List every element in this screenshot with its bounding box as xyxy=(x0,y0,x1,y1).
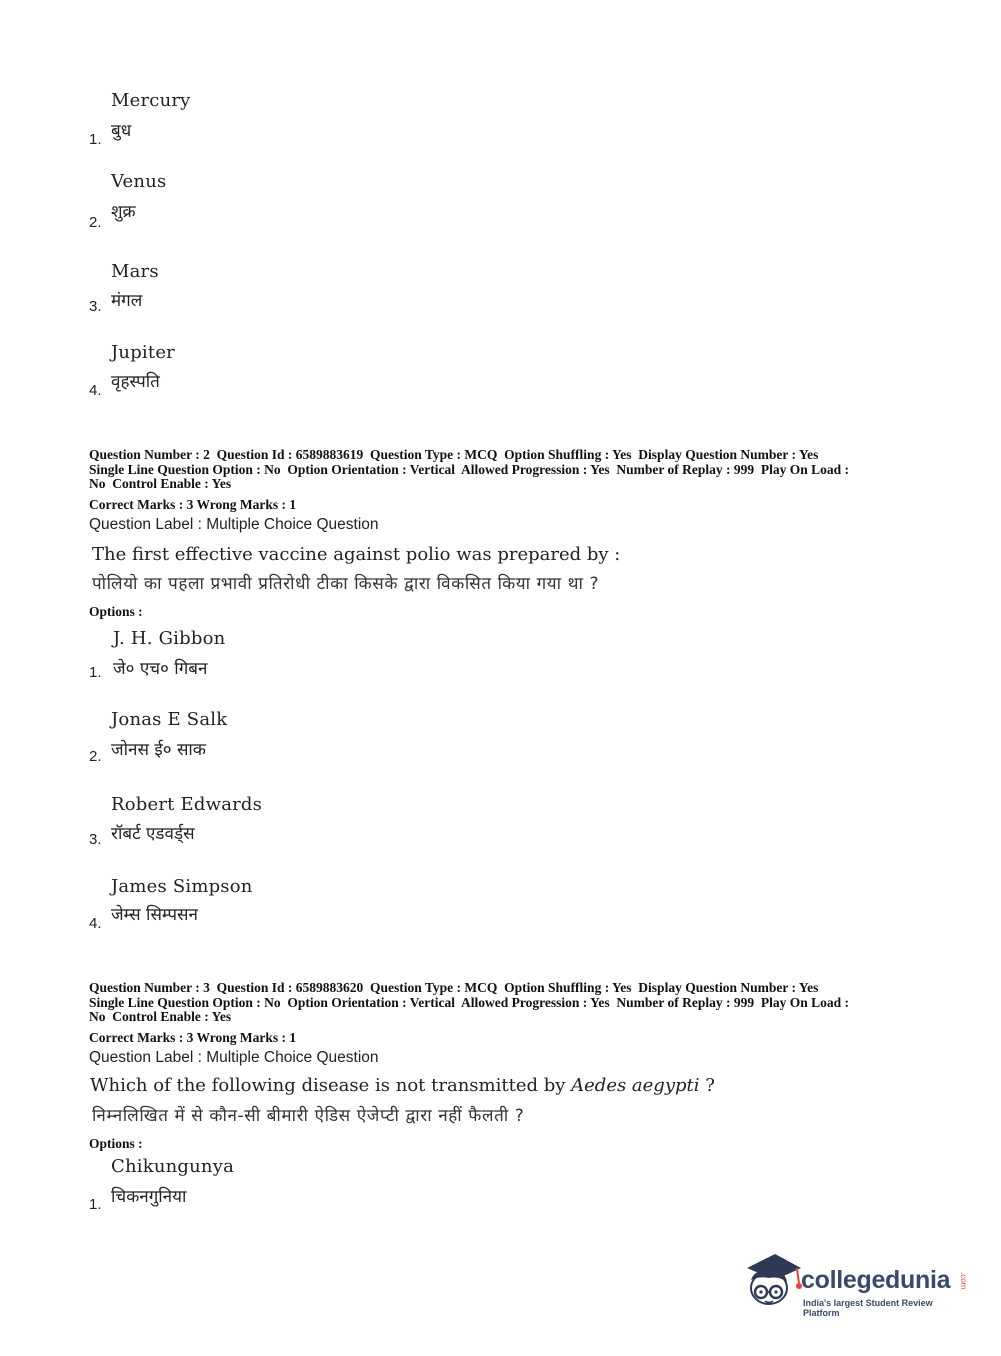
q3-meta-line-2: Single Line Question Option : No Option Orientation : Vertical Allowed Progression : Yes Number of Replay : 999 Play On Load : xyxy=(89,995,850,1010)
q2-option-1-hindi: जे० एच० गिबन xyxy=(113,659,208,679)
q3-option-1-hindi: चिकनगुनिया xyxy=(111,1187,187,1207)
q2-option-2-hindi: जोनस ई० साक xyxy=(111,740,206,760)
option-3-english: Mars xyxy=(111,261,159,282)
q3-marks: Correct Marks : 3 Wrong Marks : 1 xyxy=(89,1030,297,1045)
q3-options-heading: Options : xyxy=(89,1136,143,1151)
q2-question-label: Question Label : Multiple Choice Question xyxy=(89,516,379,533)
q2-meta-line-3: No Control Enable : Yes xyxy=(89,476,232,491)
logo-tagline: India's largest Student Review Platform xyxy=(803,1298,933,1318)
q2-option-2-number: 2. xyxy=(89,748,102,765)
q2-option-1-number: 1. xyxy=(89,664,102,681)
q2-option-4-hindi: जेम्स सिम्पसन xyxy=(111,905,198,925)
q2-meta-line-2: Single Line Question Option : No Option Orientation : Vertical Allowed Progression : Yes Number of Replay : 999 Play On Load : xyxy=(89,462,850,477)
option-4-number: 4. xyxy=(89,382,102,399)
q2-options-heading: Options : xyxy=(89,604,143,619)
q2-question-hindi: पोलियो का पहला प्रभावी प्रतिरोधी टीका किसके द्वारा विकसित किया गया था ? xyxy=(92,574,600,594)
q3-option-1-number: 1. xyxy=(89,1196,102,1213)
option-1-hindi: बुध xyxy=(111,121,132,141)
q2-option-1-english: J. H. Gibbon xyxy=(113,628,226,649)
collegedunia-logo xyxy=(741,1250,971,1318)
q3-meta-line-1: Question Number : 3 Question Id : 6589883620 Question Type : MCQ Option Shuffling : Yes Display Question Number : Yes xyxy=(89,980,819,995)
option-1-number: 1. xyxy=(89,131,102,148)
option-3-hindi: मंगल xyxy=(111,291,143,311)
q2-question-english: The first effective vaccine against polio was prepared by : xyxy=(92,544,621,565)
logo-dot-com: .com xyxy=(959,1272,968,1290)
option-4-hindi: वृहस्पति xyxy=(111,372,160,392)
option-4-english: Jupiter xyxy=(111,342,175,363)
q2-option-2-english: Jonas E Salk xyxy=(111,709,228,730)
option-2-hindi: शुक्र xyxy=(111,202,136,222)
q2-option-3-hindi: रॉबर्ट एडवर्ड्स xyxy=(111,824,195,844)
q3-question-english: Which of the following disease is not transmitted by Aedes aegypti ? xyxy=(90,1075,715,1096)
q2-option-3-number: 3. xyxy=(89,831,102,848)
q3-question-label: Question Label : Multiple Choice Question xyxy=(89,1049,379,1066)
option-2-number: 2. xyxy=(89,214,102,231)
q3-meta-line-3: No Control Enable : Yes xyxy=(89,1009,232,1024)
mascot-icon xyxy=(741,1250,803,1312)
option-1-english: Mercury xyxy=(111,90,191,111)
q2-option-4-number: 4. xyxy=(89,915,102,932)
q2-meta-line-1: Question Number : 2 Question Id : 6589883619 Question Type : MCQ Option Shuffling : Yes Display Question Number : Yes xyxy=(89,447,819,462)
logo-wordmark: collegedunia xyxy=(801,1266,951,1294)
q3-species-italic: Aedes aegypti xyxy=(571,1075,700,1096)
option-2-english: Venus xyxy=(111,171,167,192)
q2-marks: Correct Marks : 3 Wrong Marks : 1 xyxy=(89,497,297,512)
q3-option-1-english: Chikungunya xyxy=(111,1156,235,1177)
q3-question-hindi: निम्नलिखित में से कौन-सी बीमारी ऐडिस ऐजेप्टी द्वारा नहीं फैलती ? xyxy=(92,1106,525,1126)
q2-option-3-english: Robert Edwards xyxy=(111,794,263,815)
q2-option-4-english: James Simpson xyxy=(111,876,253,897)
option-3-number: 3. xyxy=(89,298,102,315)
